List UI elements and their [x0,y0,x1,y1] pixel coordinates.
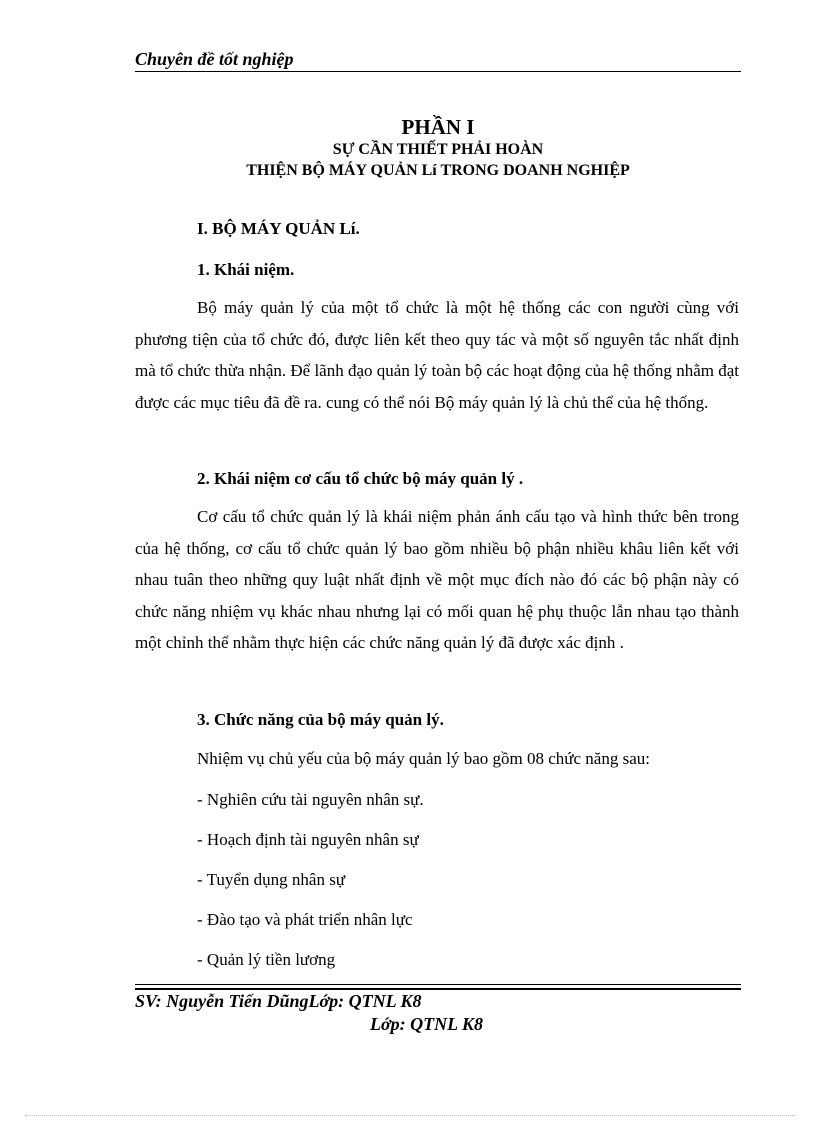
part-subtitle-line2: THIỆN BỘ MÁY QUẢN Lí TRONG DOANH NGHIỆP [246,162,630,179]
subsection-heading-1: 1. Khái niệm. [197,260,295,279]
footer-student-line: SV: Nguyễn Tiến DũngLớp: QTNL K8 [135,991,422,1011]
subsection-heading-2: 2. Khái niệm cơ cấu tổ chức bộ máy quản lý . [197,469,524,488]
list-item: - Đào tạo và phát triển nhân lực [197,910,413,929]
section-heading-1: I. BỘ MÁY QUẢN Lí. [197,219,360,238]
list-item: - Hoạch định tài nguyên nhân sự [197,830,419,849]
paragraph-1: Bộ máy quản lý của một tổ chức là một hệ thống các con người cùng với phương tiện của tổ chức đó, được liên kết theo quy tác và một số nguyên tắc nhất định mà tổ chức thừa nhận. Để lãnh đạo quản lý toàn bộ các hoạt động của hệ thống nhằm đạt được các mục tiêu đã đề ra. cung có thể nói Bộ máy quản lý là chủ thể của hệ thống. [135,298,739,412]
header-rule [135,71,741,72]
part-subtitle-line1: SỰ CẦN THIẾT PHẢI HOÀN [332,141,544,158]
subsection-heading-3: 3. Chức năng của bộ máy quản lý. [197,710,444,729]
footer-class-line: Lớp: QTNL K8 [370,1014,483,1034]
list-item: - Tuyển dụng nhân sự [197,870,346,889]
paragraph-2: Cơ cấu tổ chức quản lý là khái niệm phản ánh cấu tạo và hình thức bên trong của hệ thống, cơ cấu tổ chức quản lý bao gồm nhiều bộ phận nhiều khâu liên kết với nhau tuân theo những quy luật nhất định về một mục đích nào đó các bộ phận này có chức năng nhiệm vụ khác nhau nhưng lại có mối quan hệ phụ thuộc lẫn nhau tạo thành một chỉnh thể nhằm thực hiện các chức năng quản lý đã được xác định . [135,507,739,653]
page-bottom-divider [25,1115,795,1116]
list-item: - Quản lý tiền lương [197,950,336,969]
list-item: - Nghiên cứu tài nguyên nhân sự. [197,790,424,809]
footer-rule-top [135,984,741,985]
intro-line: Nhiệm vụ chủ yếu của bộ máy quản lý bao gồm 08 chức năng sau: [197,749,650,768]
part-title: PHẦN I [401,115,475,139]
running-header: Chuyên đề tốt nghiệp [135,49,294,69]
